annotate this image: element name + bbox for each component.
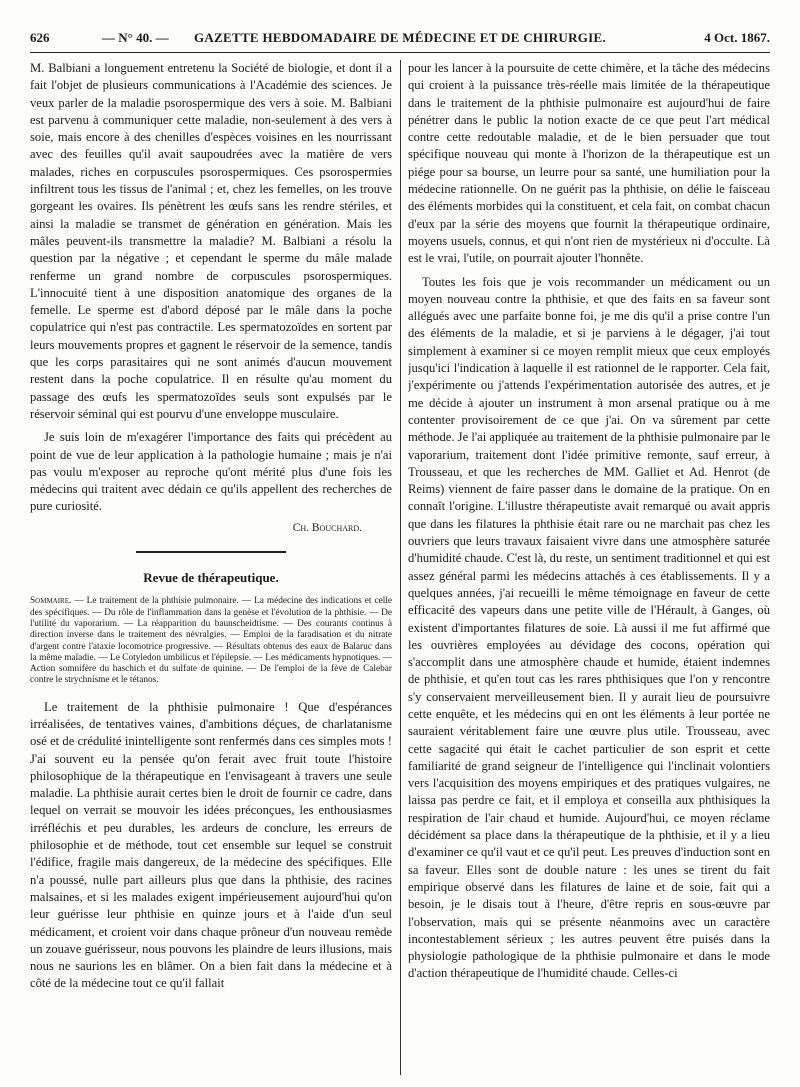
paragraph: M. Balbiani a longuement entretenu la Société de biologie, et dont il a fait l'objet de plusieurs communications à l'Académie des sciences. Je veux parler de la maladie psorospermique des vers à soie. M. Balbiani est parvenu à communiquer cette maladie, non-seulement à des vers à soie, mais encore à des chenilles d'espèces voisines en les nourrissant avec des feuilles qu'il avait saupoudrées avec la matière de vers malades, riches en corpuscules psorospermiques. Ces psorospermies infiltrent tous les tissus de l'animal ; et, chez les femelles, on les trouve gorgeant les ovaires. Ils pénètrent les œufs sans les rendre stériles, et ainsi la maladie se transmet de génération en génération. Mais les mâles peuvent-ils transmettre la maladie? M. Balbiani a résolu la question par la négative ; et cependant le sperme du mâle malade renferme un grand nombre de corpuscules psorospermiques. L'innocuité tient à une disposition anatomique des organes de la femelle. Le sperme est d'abord déposé par le mâle dans la poche copulatrice qui n'est pas contractile. Les spermatozoïdes en sortent par leurs mouvements propres et gagnent le réservoir de la semence, tandis que les corps parasitaires qui ne sont animés d'aucun mouvement restent dans la poche copulatrice. Il en résulte qu'au moment du passage des œufs les spermatozoïdes seuls sont expulsés par le réservoir séminal qui est pourvu d'une enveloppe musculaire. — [30, 61, 392, 421]
paragraph: Le traitement de la phthisie pulmonaire ! Que d'espérances irréalisées, de tentatives vaines, d'ambitions déçues, de charlatanisme osé et de crédulité inintelligente sont renfermés dans ces simples mots ! J'ai souvent eu la pensée qu'on ferait avec fruit toute l'histoire philosophique de la thérapeutique en l'envisageant à travers une seule maladie. La phthisie aurait certes bien le droit de fournir ce cadre, dans lequel on verrait se mouvoir les idées préconçues, les enthousiasmes irréfléchis et peu durables, les ardeurs de conclure, les erreurs de philosophie et de méthode, tout cet ensemble sur lequel se construit l'édifice, fragile mais dangereux, de la médecine des spécifiques. Elle n'a poussé, nulle part ailleurs plus que dans la phthisie, des racines malsaines, et si les malades exigent impérieusement aujourd'hui qu'on leur guérisse leur phthisie en quinze jours et à l'aide d'un seul médicament, et croient voir dans chaque prôneur d'un nouveau remède un zouave guérisseur, nous pouvons les plaindre de leurs illusions, mais nous ne saurions les en blâmer. On a bien fait dans la médecine et à côté de la médecine tout ce qu'il fallait — [30, 699, 392, 991]
issue-date: 4 Oct. 1867. — [704, 30, 770, 45]
summary-block — [30, 596, 392, 686]
issue-number: — N° 40. — — [102, 30, 169, 45]
paragraph: Je suis loin de m'exagérer l'importance des faits qui précèdent au point de vue de leur application à la pathologie humaine ; mais je n'ai pas voulu m'exposer au reproche qu'ont mérité plus d'une fois les médecins qui traitent avec dédain ce qu'ils appellent des recherches de pure curiosité. — [30, 430, 392, 514]
page-header — [30, 30, 770, 52]
signature: Ch. Bouchard. — [292, 521, 362, 534]
left-column — [30, 60, 392, 1075]
column-divider — [400, 60, 401, 1075]
right-column — [408, 60, 770, 1075]
paragraph: pour les lancer à la poursuite de cette chimère, et la tâche des médecins qui croient à la puissance très-réelle mais limitée de la thérapeutique dans le traitement de la phthisie pulmonaire est aujourd'hui de faire pénétrer dans le public la notion exacte de ce que peut l'art médical contre cette redoutable maladie, et de le bien persuader que tout spécifique nouveau qui monte à l'horizon de la thérapeutique est un piége pour sa bourse, un leurre pour sa santé, une humiliation pour la médecine rationnelle. On ne guérit pas la phthisie, on délie le faisceau des éléments morbides qui la constituent, et cela fait, on combat chacun d'eux par la série des moyens que fournit la thérapeutique ordinaire, moyens usuels, connus, et qui n'ont rien de mystérieux ni d'occulte. Là est le vrai, l'utile, on pourrait ajouter l'honnête. — [408, 61, 770, 266]
section-title: Revue de thérapeutique. — [143, 570, 279, 586]
summary-label: Sommaire. — [30, 596, 72, 607]
journal-title: GAZETTE HEBDOMADAIRE DE MÉDECINE ET DE CHIRURGIE. — [193, 30, 607, 45]
summary-text: — Le traitement de la phthisie pulmonaire. — La médecine des indications et celle des spécifiques. — Du rôle de l'inflammation dans la genèse et l'évolution de la phthisie. — De l'utilité du vaporarium. — La réapparition du baunscheidtisme. — Des courants continus à direction inverse dans le traitement des névralgies. — Emploi de la faradisation et du nitrate d'argent contre l'ataxie locomotrice progressive. — Résultats obtenus des eaux de Balaruc dans la même maladie. — Le Cotyledon umbilicus et l'épilepsie. — Les médicaments hypnotiques. — Action somnifère du haschich et du sulfate de quinine. — De l'emploi de la fève de Calebar contre le strychnisme et le tétanos. — [30, 596, 392, 686]
paragraph: Toutes les fois que je vois recommander un médicament ou un moyen nouveau contre la phthisie, et que des faits en sa faveur sont allégués avec une parfaite bonne foi, je me dis qu'il a prise contre l'un des éléments de la maladie, et si je parviens à le dégager, j'ai tout simplement à examiner si ce moyen remplit mieux que ceux employés jusqu'ici l'indication à laquelle il est rationnel de le rapporter. Cela fait, j'expérimente ou j'attends l'expérimentation autorisée des autres, et je me décide à ajouter un instrument à mon arsenal pratique ou à me contenter provisoirement de ce que j'ai. On va sûrement par cette méthode. Je l'ai appliquée au traitement de la phthisie pulmonaire par le vaporarium, traitement dont l'idée primitive remonte, sauf erreur, à Trousseau, et que les recherches de MM. Galliet et Ad. Henrot (de Reims) viennent de faire passer dans le domaine de la pratique. On en connaît l'origine. L'illustre thérapeutiste avait remarqué ou avait appris que dans les filatures la phthisie était rare ou ne marchait pas chez les ouvriers que leurs travaux faisaient vivre dans une atmosphère saturée d'humidité chaude. C'est là, du reste, un sentiment traditionnel et qui est assez général parmi les médecins attachés à ces établissements. Il y a quelques années, j'ai recueilli le même témoignage en faveur de cette efficacité des vapeurs dans une petite ville de l'Hérault, à Ganges, où existent d'importantes filatures de soie. Là aussi il me fut affirmé que les ouvrières employées au dévidage des cocons, opération qui s'accomplit dans une atmosphère chaude et humide, étaient indemnes de phthisie, et qu'en tout cas les rares phthisiques que l'on y rencontre s'y conservaient merveilleusement bien. Il y aurait lieu de poursuivre cette enquête, et les médecins qui en ont les éléments à leur portée ne sauraient véritablement faire une œuvre plus utile. Trousseau, avec cette sagacité qui était le cachet particulier de son esprit et cette familiarité de grand seigneur de l'intelligence qui l'inclinait volontiers vers l'acquisition des moyens empiriques et des pratiques vulgaires, ne laissa pas perdre ce fait, et il employa et conseilla aux phthisiques la respiration de l'air chaud et humide. Aujourd'hui, ce moyen réclame décidément sa place dans la thérapeutique de la phthisie, et il y a lieu d'examiner ce qu'il vaut et ce qu'il peut. Les preuves d'induction sont en sa faveur. Elles sont de double nature : les unes se tirent du fait empirique observé dans les filatures de laine et de soie, fait qui a besoin, je le disais tout à l'heure, d'être repris en sous-œuvre par l'observation, mais qui se présente néanmoins avec un caractère incontestablement sérieux ; les autres peuvent être puisés dans la physiologie pathologique de la phthisie pulmonaire et dans le mode d'action thérapeutique de l'humidité chaude. Celles-ci — [408, 274, 770, 981]
header-rule — [30, 52, 770, 53]
page-number: 626 — [30, 30, 50, 45]
section-divider — [136, 551, 286, 553]
